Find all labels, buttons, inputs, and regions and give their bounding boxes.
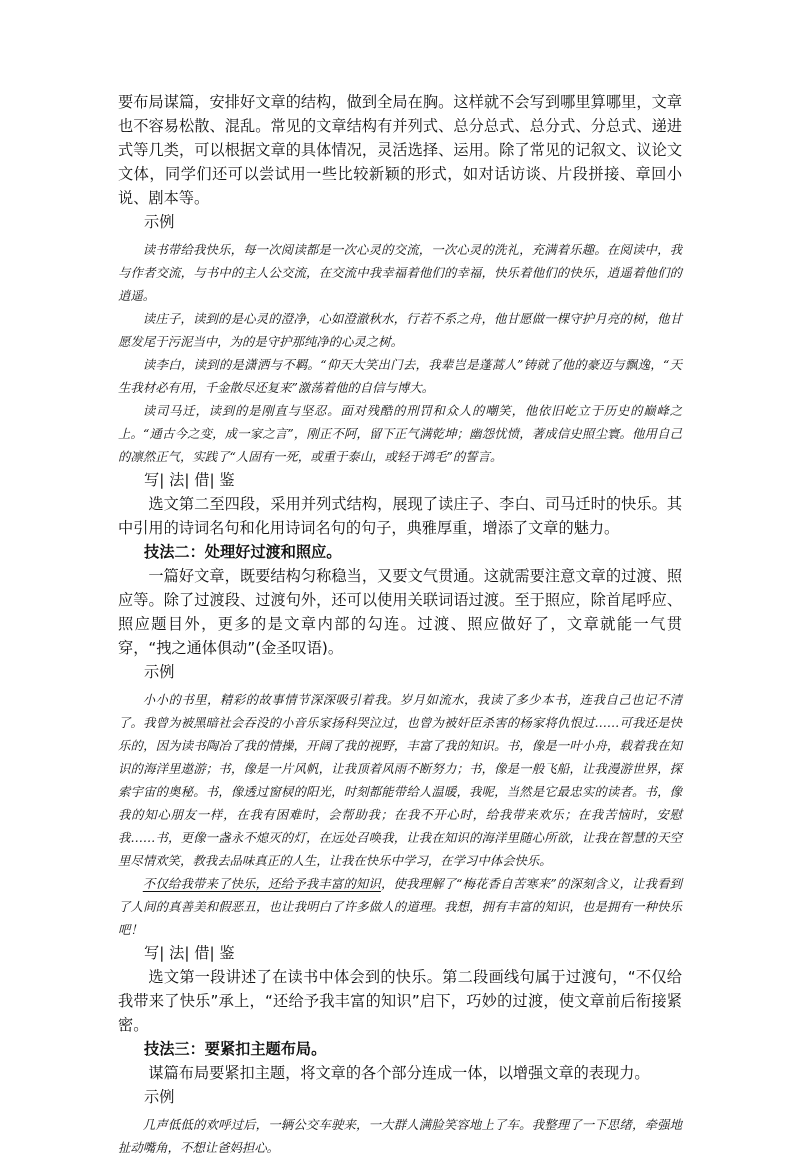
intro-paragraph: 要布局谋篇，安排好文章的结构，做到全局在胸。这样就不会写到哪里算哪里，文章也不容易松散、混乱。常见的文章结构有并列式、总分总式、总分式、分总式、递进式等几类，可以根据文章的具体情况，灵活选择、运用。除了常见的记叙文、议论文文体，同学们还可以尝试用一些比较新颖的形式，如对话访谈、片段拼接、章回小说、剧本等。 xyxy=(118,93,682,207)
method-paragraph: 谋篇布局要紧扣主题，将文章的各个部分连成一体，以增强文章的表现力。 xyxy=(148,1064,650,1082)
method-title: 技法二：处理好过渡和照应。 xyxy=(144,543,342,561)
example-paragraph: 几声低低的欢呼过后，一辆公交车驶来，一大群人满脸笑容地上了车。我整理了一下思绪，牵强地扯动嘴角，不想让爸妈担心。 xyxy=(118,1117,682,1155)
document-page xyxy=(118,90,682,1159)
xiefa-label: 写| 法| 借| 鉴 xyxy=(144,471,235,489)
method-paragraph: 一篇好文章，既要结构匀称稳当，又要文气贯通。这就需要注意文章的过渡、照应等。除了过渡段、过渡句外，还可以使用关联词语过渡。至于照应，除首尾呼应、照应题目外，更多的是文章内部的勾连。过渡、照应做好了，文章就能一气贯穿，“拽之通体俱动”(金圣叹语)。 xyxy=(118,567,682,657)
example-3 xyxy=(118,1113,682,1159)
example-paragraph: 读书带给我快乐，每一次阅读都是一次心灵的交流，一次心灵的洗礼，充满着乐趣。在阅读中，我与作者交流，与书中的主人公交流，在交流中我幸福着他们的幸福，快乐着他们的快乐，逍遥着他们的逍遥。 xyxy=(118,242,682,303)
example-label: 示例 xyxy=(144,1088,175,1106)
underlined-transition-sentence: 不仅给我带来了快乐，还给予我丰富的知识 xyxy=(142,876,381,891)
example-paragraph: 读司马迁，读到的是刚直与坚忍。面对残酷的刑罚和众人的嘲笑，他依旧屹立于历史的巅峰之上。“通古今之变，成一家之言”，刚正不阿，留下正气满乾坤；幽怨忧愤，著成信史照尘寰。他用自己的凛然正气，实践了“人固有一死，或重于泰山，或轻于鸿毛”的誓言。 xyxy=(118,403,682,464)
method-title: 技法三：要紧扣主题布局。 xyxy=(144,1040,327,1058)
example-paragraph xyxy=(118,872,682,941)
example-text: ，使我理解了“梅花香自苦寒来”的深刻含义，让我看到了人间的真善美和假恶丑，也让我明白了许多做人的道理。我想，拥有丰富的知识，也是拥有一种快乐吧！ xyxy=(118,876,683,937)
example-1 xyxy=(118,238,682,468)
example-paragraph: 小小的书里，精彩的故事情节深深吸引着我。岁月如流水，我读了多少本书，连我自己也记不清了。我曾为被黑暗社会吞没的小音乐家扬科哭泣过，也曾为被奸臣杀害的杨家将仇恨过……可我还是快乐的，因为读书陶冶了我的情操，开阔了我的视野，丰富了我的知识。书，像是一叶小舟，载着我在知识的海洋里遨游；书，像是一片风帆，让我顶着风雨不断努力；书，像是一般飞船，让我漫游世界，探索宇宙的奥秘。书，像透过窗棂的阳光，时刻都能带给人温暖，我呢，当然是它最忠实的读者。书，像我的知心朋友一样，在我有困难时，会帮助我；在我不开心时，给我带来欢乐；在我苦恼时，安慰我……书，更像一盏永不熄灭的灯，在远处召唤我，让我在知识的海洋里随心所欲，让我在智慧的天空里尽情欢笑，教我去品味真正的人生，让我在快乐中学习，在学习中体会快乐。 xyxy=(118,692,682,868)
example-label: 示例 xyxy=(144,213,175,231)
example-paragraph: 读李白，读到的是潇洒与不羁。“仰天大笑出门去，我辈岂是蓬蒿人”铸就了他的豪迈与飘逸，“天生我材必有用，千金散尽还复来”激荡着他的自信与博大。 xyxy=(118,357,682,395)
example-label: 示例 xyxy=(144,663,175,681)
xiefa-label: 写| 法| 借| 鉴 xyxy=(144,944,235,962)
comment-paragraph: 选文第一段讲述了在读书中体会到的快乐。第二段画线句属于过渡句，“不仅给我带来了快乐”承上，“还给予我丰富的知识”启下，巧妙的过渡，使文章前后衔接紧密。 xyxy=(118,968,682,1034)
example-2 xyxy=(118,688,682,941)
comment-paragraph: 选文第二至四段，采用并列式结构，展现了读庄子、李白、司马迁时的快乐。其中引用的诗词名句和化用诗词名句的句子，典雅厚重，增添了文章的魅力。 xyxy=(118,495,682,537)
example-paragraph: 读庄子，读到的是心灵的澄净，心如澄澈秋水，行若不系之舟，他甘愿做一棵守护月亮的树，他甘愿发尾于污泥当中，为的是守护那纯净的心灵之树。 xyxy=(118,311,682,349)
